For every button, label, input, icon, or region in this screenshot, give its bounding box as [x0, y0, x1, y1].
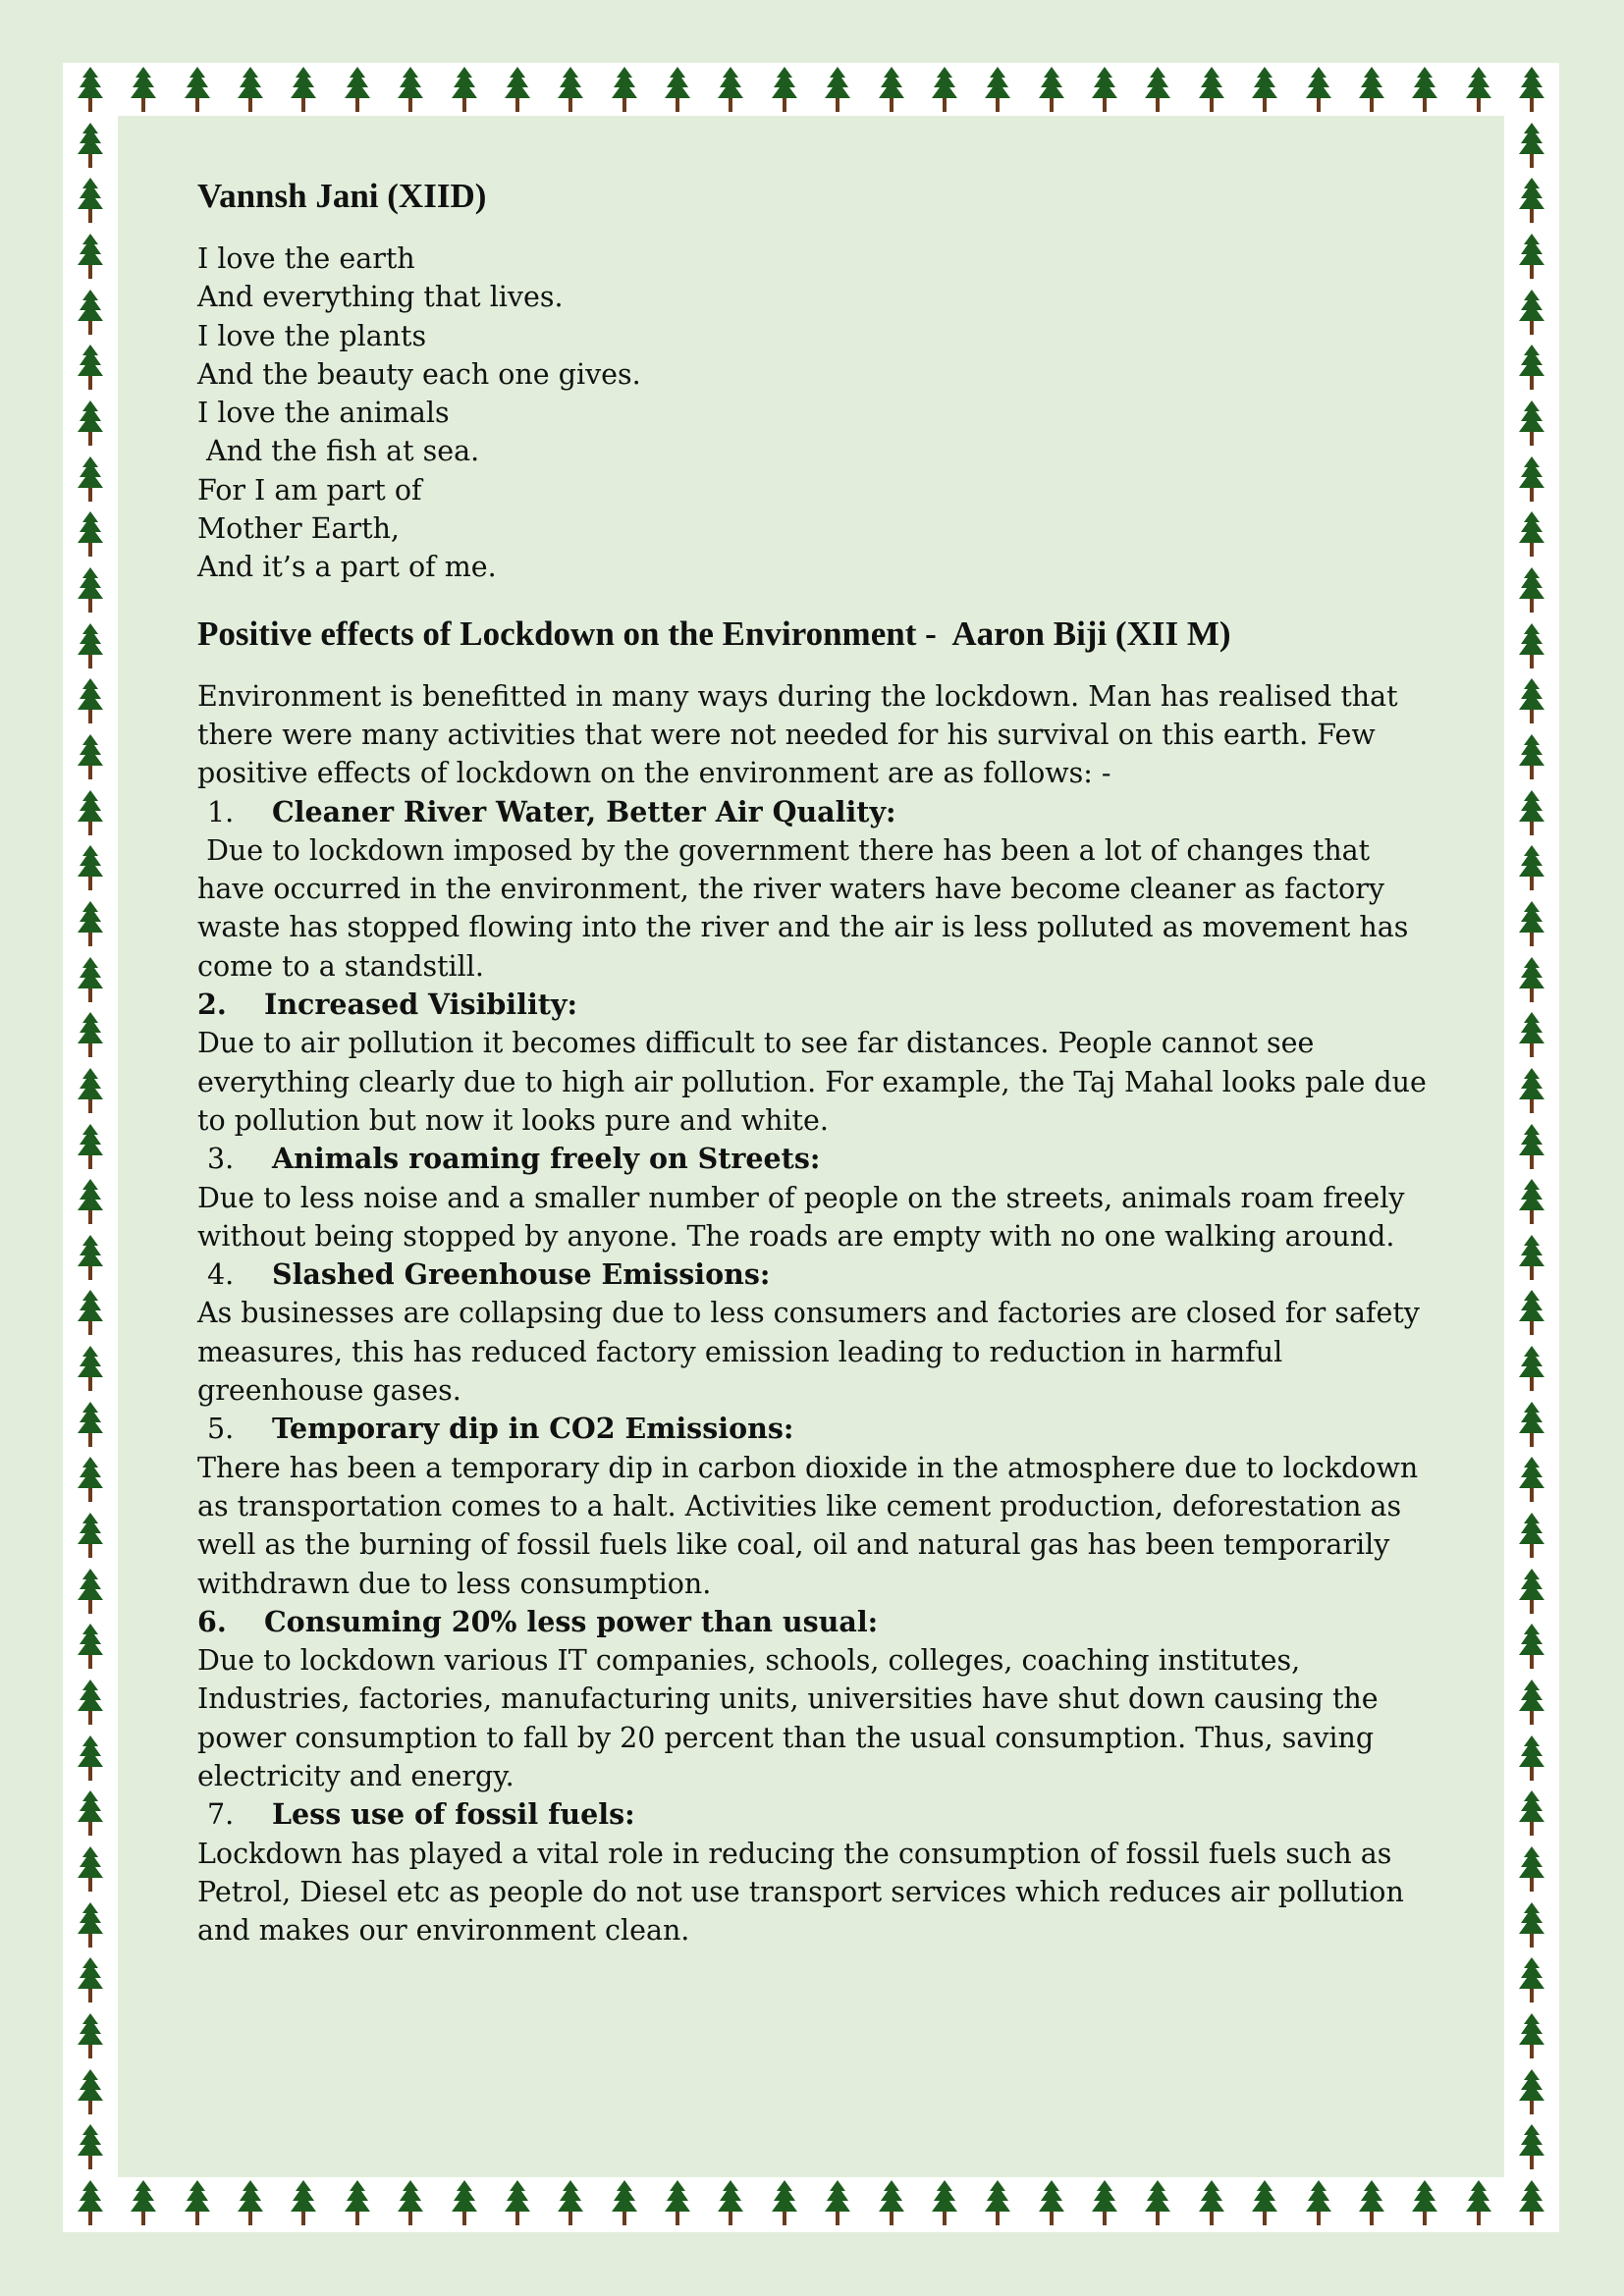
pine-tree-icon [1517, 1401, 1546, 1450]
pine-tree-icon [1037, 2179, 1066, 2228]
pine-tree-icon [1517, 1456, 1546, 1505]
pine-tree-icon [1357, 2179, 1386, 2228]
pine-tree-icon [129, 2179, 158, 2228]
pine-tree-icon [129, 66, 158, 115]
list-item-title-text: Animals roaming freely on Streets: [272, 1142, 821, 1176]
pine-tree-icon [76, 1512, 105, 1561]
pine-tree-icon [76, 622, 105, 671]
poem-body [197, 240, 1444, 587]
pine-tree-icon [770, 2179, 799, 2228]
pine-tree-icon [76, 2068, 105, 2117]
pine-tree-icon [930, 2179, 959, 2228]
pine-tree-icon [1517, 122, 1546, 171]
pine-tree-icon [1517, 1178, 1546, 1227]
pine-tree-icon [983, 2179, 1012, 2228]
poem-line: I love the animals [197, 397, 450, 430]
poem-line: I love the plants [197, 319, 427, 352]
pine-tree-icon [76, 566, 105, 615]
pine-tree-icon [1517, 677, 1546, 726]
pine-tree-icon [76, 844, 105, 893]
pine-tree-icon [716, 66, 745, 115]
pine-tree-icon [76, 900, 105, 949]
list-item-title-text: Consuming 20% less power than usual: [264, 1604, 879, 1638]
list-item-title [197, 1410, 1444, 1448]
pine-tree-icon [1517, 1568, 1546, 1617]
pine-tree-icon [1304, 66, 1333, 115]
pine-tree-icon [76, 1735, 105, 1784]
pine-tree-icon [1517, 622, 1546, 671]
list-item-title [197, 1603, 1444, 1641]
list-item-number: 4. [207, 1258, 235, 1292]
page-content [197, 175, 1444, 1949]
pine-tree-icon [1517, 1345, 1546, 1394]
list-item-title-text: Increased Visibility: [264, 988, 578, 1022]
pine-tree-icon [877, 2179, 906, 2228]
pine-tree-icon [1517, 1011, 1546, 1060]
pine-tree-icon [1517, 1956, 1546, 2005]
pine-tree-icon [76, 789, 105, 838]
list-item-text: There has been a temporary dip in carbon dioxide in the atmosphere due to lockdown as transportation comes to a halt. Activities like cement production, deforestation as well as the burning of fossil fuels like coal, oil and natural gas has been temporarily withdrawn due to less consumption. [197, 1451, 1419, 1600]
article-body [197, 677, 1444, 1950]
pine-tree-icon [76, 1178, 105, 1227]
pine-tree-icon [1517, 789, 1546, 838]
pine-tree-icon [1517, 1289, 1546, 1338]
list-item-text: Due to less noise and a smaller number of people on the streets, animals roam freely without being stopped by anyone. The roads are empty with no one walking around. [197, 1181, 1405, 1253]
pine-tree-icon [556, 2179, 585, 2228]
pine-tree-icon [1517, 66, 1546, 115]
list-item-text: Due to air pollution it becomes difficult to see far distances. People cannot see everything clearly due to high air pollution. For example, the Taj Mahal looks pale due to pollution but now it looks pure and white. [197, 1027, 1427, 1137]
pine-tree-icon [1517, 1234, 1546, 1283]
list-item-title [197, 793, 1444, 831]
pine-tree-icon [76, 344, 105, 393]
list-item-number: 7. [207, 1798, 235, 1832]
pine-tree-icon [1517, 733, 1546, 782]
pine-tree-icon [76, 1568, 105, 1617]
pine-tree-icon [770, 66, 799, 115]
pine-tree-icon [76, 66, 105, 115]
list-item-number: 2. [197, 988, 227, 1022]
poem-line: And the fish at sea. [197, 435, 480, 468]
pine-tree-icon [76, 1123, 105, 1172]
pine-tree-icon [930, 66, 959, 115]
pine-tree-icon [76, 677, 105, 726]
pine-tree-icon [1517, 1735, 1546, 1784]
list-item-title [197, 986, 1444, 1024]
pine-tree-icon [1197, 66, 1226, 115]
pine-tree-icon [1410, 2179, 1439, 2228]
pine-tree-icon [1517, 2012, 1546, 2061]
pine-tree-icon [1517, 1679, 1546, 1728]
pine-tree-icon [450, 66, 479, 115]
article-intro: Environment is benefitted in many ways during the lockdown. Man has realised that there were many activities that were not needed for his survival on this earth. Few positive effects of lockdown on the environment are as follows: - [197, 679, 1398, 790]
pine-tree-icon [289, 2179, 318, 2228]
poem-author-heading: Vannsh Jani (XIID) [197, 177, 487, 215]
pine-tree-icon [1517, 1123, 1546, 1172]
list-item-number: 1. [207, 795, 235, 828]
poem-line: And it’s a part of me. [197, 551, 497, 584]
pine-tree-icon [76, 1901, 105, 1950]
pine-tree-icon [556, 66, 585, 115]
list-item-title [197, 1255, 1444, 1294]
pine-tree-icon [76, 1623, 105, 1672]
pine-tree-icon [183, 2179, 212, 2228]
list-item-title [197, 1795, 1444, 1834]
list-item-title [197, 1140, 1444, 1178]
pine-tree-icon [1517, 1067, 1546, 1116]
pine-tree-icon [1517, 956, 1546, 1005]
pine-tree-icon [503, 66, 532, 115]
pine-tree-icon [1357, 66, 1386, 115]
pine-tree-icon [1250, 66, 1279, 115]
pine-tree-icon [236, 66, 265, 115]
list-item-number: 6. [197, 1604, 227, 1638]
pine-tree-icon [1517, 177, 1546, 226]
pine-tree-icon [76, 1011, 105, 1060]
pine-tree-icon [396, 66, 425, 115]
pine-tree-icon [236, 2179, 265, 2228]
pine-tree-icon [76, 2179, 105, 2228]
pine-tree-icon [450, 2179, 479, 2228]
pine-tree-icon [1143, 66, 1172, 115]
pine-tree-icon [76, 1345, 105, 1394]
list-item-number: 3. [207, 1143, 235, 1176]
pine-tree-icon [76, 1789, 105, 1839]
pine-tree-icon [396, 2179, 425, 2228]
pine-tree-icon [1517, 1623, 1546, 1672]
pine-tree-icon [343, 66, 372, 115]
pine-tree-icon [1037, 66, 1066, 115]
pine-tree-icon [1143, 2179, 1172, 2228]
article-heading: Positive effects of Lockdown on the Environment - Aaron Biji (XII M) [197, 614, 1231, 653]
pine-tree-icon [76, 1456, 105, 1505]
poem-line: I love the earth [197, 242, 415, 275]
pine-tree-icon [1517, 233, 1546, 282]
pine-tree-icon [1464, 2179, 1493, 2228]
poem-line: And the beauty each one gives. [197, 357, 641, 391]
pine-tree-icon [503, 2179, 532, 2228]
pine-tree-icon [610, 66, 639, 115]
pine-tree-icon [1517, 289, 1546, 338]
poem-line: And everything that lives. [197, 281, 564, 314]
poem-line: For I am part of [197, 473, 422, 507]
pine-tree-icon [1517, 900, 1546, 949]
list-item-text: Due to lockdown various IT companies, schools, colleges, coaching institutes, Industries, factories, manufacturing units, universities have shut down causing the power consumption to fall by 20 percent than the usual consumption. Thus, saving electricity and energy. [197, 1644, 1379, 1792]
pine-tree-icon [1464, 66, 1493, 115]
pine-tree-icon [1517, 1845, 1546, 1895]
pine-tree-icon [76, 956, 105, 1005]
pine-tree-icon [76, 1401, 105, 1450]
list-item-title-text: Cleaner River Water, Better Air Quality: [272, 794, 896, 828]
pine-tree-icon [76, 510, 105, 560]
pine-tree-icon [76, 400, 105, 449]
pine-tree-icon [610, 2179, 639, 2228]
pine-tree-icon [1517, 1512, 1546, 1561]
list-item-number: 5. [207, 1413, 235, 1446]
pine-tree-icon [76, 177, 105, 226]
pine-tree-icon [1517, 844, 1546, 893]
pine-tree-icon [76, 233, 105, 282]
pine-tree-icon [1517, 1901, 1546, 1950]
pine-tree-icon [823, 66, 852, 115]
pine-tree-icon [76, 1067, 105, 1116]
pine-tree-icon [1517, 455, 1546, 505]
pine-tree-icon [183, 66, 212, 115]
pine-tree-icon [76, 733, 105, 782]
pine-tree-icon [76, 1289, 105, 1338]
pine-tree-icon [983, 66, 1012, 115]
pine-tree-icon [289, 66, 318, 115]
list-item-text: As businesses are collapsing due to less consumers and factories are closed for safety measures, this has reduced factory emission leading to reduction in harmful greenhouse gases. [197, 1297, 1420, 1408]
pine-tree-icon [343, 2179, 372, 2228]
pine-tree-icon [76, 1234, 105, 1283]
pine-tree-icon [823, 2179, 852, 2228]
pine-tree-icon [76, 289, 105, 338]
pine-tree-icon [1517, 1789, 1546, 1839]
pine-tree-icon [76, 1845, 105, 1895]
pine-tree-icon [663, 2179, 692, 2228]
pine-tree-icon [1090, 2179, 1119, 2228]
list-item-text: Lockdown has played a vital role in reducing the consumption of fossil fuels such as Petrol, Diesel etc as people do not use transport services which reduces air pollution and makes our environment clean. [197, 1837, 1404, 1948]
pine-tree-icon [76, 122, 105, 171]
pine-tree-icon [1517, 2179, 1546, 2228]
pine-tree-icon [1517, 2068, 1546, 2117]
pine-tree-icon [1090, 66, 1119, 115]
pine-tree-icon [1517, 2123, 1546, 2172]
pine-tree-icon [1197, 2179, 1226, 2228]
pine-tree-icon [76, 2123, 105, 2172]
pine-tree-icon [1517, 510, 1546, 560]
pine-tree-icon [1517, 344, 1546, 393]
list-item-title-text: Temporary dip in CO2 Emissions: [272, 1412, 794, 1446]
pine-tree-icon [76, 2012, 105, 2061]
pine-tree-icon [716, 2179, 745, 2228]
pine-tree-icon [76, 1956, 105, 2005]
pine-tree-icon [1517, 566, 1546, 615]
pine-tree-icon [76, 455, 105, 505]
list-item-title-text: Slashed Greenhouse Emissions: [272, 1257, 771, 1292]
poem-line: Mother Earth, [197, 512, 400, 546]
pine-tree-icon [663, 66, 692, 115]
pine-tree-icon [76, 1679, 105, 1728]
pine-tree-icon [1304, 2179, 1333, 2228]
pine-tree-icon [1250, 2179, 1279, 2228]
pine-tree-icon [1410, 66, 1439, 115]
pine-tree-icon [1517, 400, 1546, 449]
list-item-title-text: Less use of fossil fuels: [272, 1797, 635, 1832]
list-item-text: Due to lockdown imposed by the government there has been a lot of changes that have occurred in the environment, the river waters have become cleaner as factory waste has stopped flowing into the river and the air is less polluted as movement has come to a standstill. [197, 833, 1418, 983]
pine-tree-icon [877, 66, 906, 115]
